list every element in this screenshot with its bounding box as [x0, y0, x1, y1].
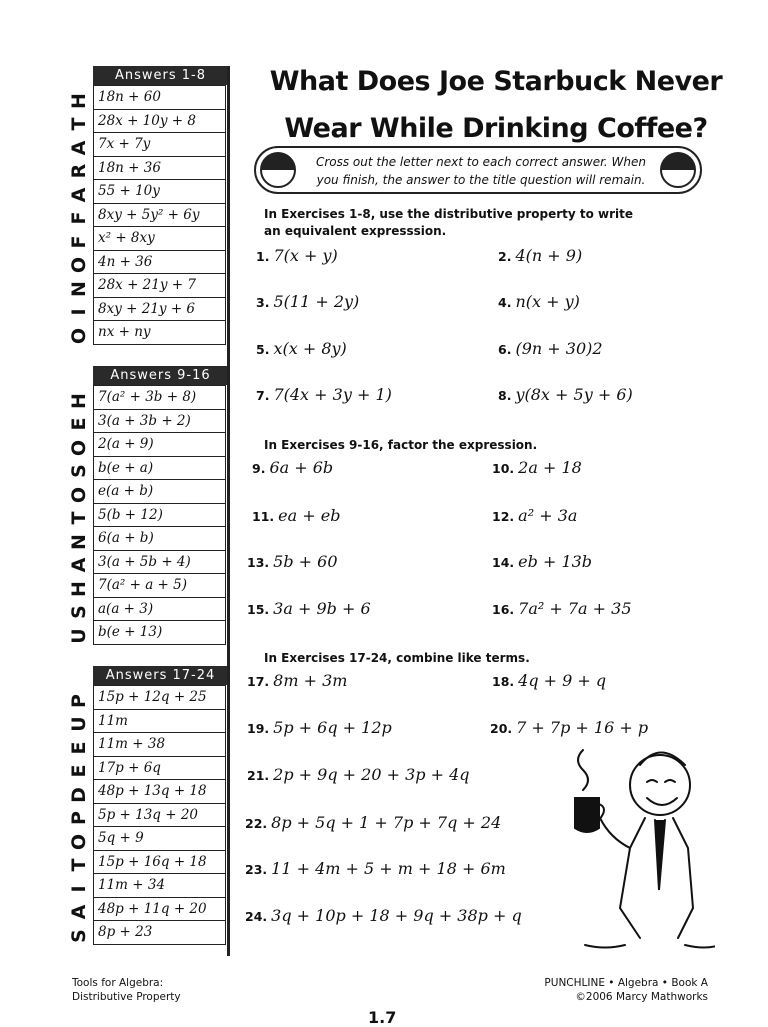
- answer-row: 5p + 13q + 20: [94, 803, 225, 827]
- answer-row: a(a + 3): [94, 597, 225, 621]
- answer-row: b(e + a): [94, 456, 225, 480]
- column-divider: [227, 66, 230, 956]
- answer-letter: I: [68, 885, 90, 893]
- answer-letter: A: [68, 557, 90, 573]
- answer-letter: H: [68, 93, 90, 109]
- answer-letter: D: [68, 787, 90, 803]
- exercise: 16. 7a² + 7a + 35: [492, 599, 632, 618]
- answer-letter: S: [68, 929, 90, 943]
- exercise: 13. 5b + 60: [247, 552, 338, 571]
- answer-rows: [93, 685, 226, 945]
- answer-rows: [93, 85, 226, 345]
- answer-letter: T: [68, 858, 90, 872]
- answer-row: 7x + 7y: [94, 132, 225, 156]
- title-line-1: What Does Joe Starbuck Never: [269, 66, 723, 97]
- exercise: 8. y(8x + 5y + 6): [498, 385, 633, 404]
- answer-row: 28x + 10y + 8: [94, 109, 225, 133]
- exercise: 15. 3a + 9b + 6: [247, 599, 371, 618]
- exercise: 12. a² + 3a: [492, 506, 578, 525]
- exercise: 1. 7(x + y): [256, 246, 338, 265]
- answer-letter: O: [68, 256, 90, 274]
- answer-row: 2(a + 9): [94, 432, 225, 456]
- instruction-box: [254, 146, 702, 194]
- answer-letter: O: [68, 439, 90, 457]
- answer-row: 15p + 16q + 18: [94, 850, 225, 874]
- answer-letter: S: [68, 605, 90, 619]
- answer-letter: R: [68, 163, 90, 179]
- answer-group-header: Answers 17-24: [93, 666, 228, 685]
- exercise: 17. 8m + 3m: [247, 671, 348, 690]
- section-heading: In Exercises 1-8, use the distributive property to write an equivalent expresssion.: [264, 207, 634, 238]
- answer-row: 6(a + b): [94, 526, 225, 550]
- answer-row: 18n + 36: [94, 156, 225, 180]
- answer-row: 7(a² + a + 5): [94, 573, 225, 597]
- answer-letter: N: [68, 534, 90, 550]
- answer-letter: O: [68, 486, 90, 504]
- answer-letter: T: [68, 511, 90, 525]
- footer-left: Tools for Algebra: Distributive Property: [72, 977, 181, 1003]
- exercise: 19. 5p + 6q + 12p: [247, 718, 392, 737]
- answer-group-header: Answers 9-16: [93, 366, 228, 385]
- exercise: 4. n(x + y): [498, 292, 580, 311]
- answer-letter: A: [68, 904, 90, 920]
- answer-row: 5(b + 12): [94, 503, 225, 527]
- answer-letter: O: [68, 833, 90, 851]
- answer-letter: T: [68, 117, 90, 131]
- answer-row: 5q + 9: [94, 826, 225, 850]
- answer-row: 3(a + 5b + 4): [94, 550, 225, 574]
- answer-row: 4n + 36: [94, 250, 225, 274]
- answer-rows: [93, 385, 226, 645]
- answer-row: 7(a² + 3b + 8): [94, 385, 225, 409]
- answer-letter: A: [68, 140, 90, 156]
- answer-row: 17p + 6q: [94, 756, 225, 780]
- page-number: 1.7: [368, 1008, 397, 1027]
- answer-row: 18n + 60: [94, 85, 225, 109]
- answer-letter: I: [68, 308, 90, 316]
- answer-row: 48p + 13q + 18: [94, 779, 225, 803]
- exercise: 2. 4(n + 9): [498, 246, 583, 265]
- answer-letter: F: [68, 235, 90, 249]
- exercise: 6. (9n + 30)2: [498, 339, 603, 358]
- answer-letter: H: [68, 581, 90, 597]
- exercise: 10. 2a + 18: [492, 458, 582, 477]
- answer-letter: S: [68, 464, 90, 478]
- exercise: 5. x(x + 8y): [256, 339, 347, 358]
- coffee-man-illustration: [555, 740, 715, 960]
- answer-letter: A: [68, 187, 90, 203]
- exercise: 20. 7 + 7p + 16 + p: [490, 718, 649, 737]
- answer-letter: P: [68, 811, 90, 825]
- answer-row: b(e + 13): [94, 620, 225, 644]
- answer-row: 11m: [94, 709, 225, 733]
- answer-letter: H: [68, 393, 90, 409]
- instruction-text: Cross out the letter next to each correct answer. When you finish, the answer to the title question will remain.: [315, 155, 647, 187]
- answer-letter: E: [68, 417, 90, 431]
- answer-row: 3(a + 3b + 2): [94, 409, 225, 433]
- answer-row: 55 + 10y: [94, 179, 225, 203]
- exercise: 22. 8p + 5q + 1 + 7p + 7q + 24: [245, 813, 502, 832]
- answer-row: x² + 8xy: [94, 226, 225, 250]
- exercise: 14. eb + 13b: [492, 552, 593, 571]
- footer-right: PUNCHLINE • Algebra • Book A ©2006 Marcy Mathworks: [544, 977, 708, 1003]
- exercise: 23. 11 + 4m + 5 + m + 18 + 6m: [245, 859, 506, 878]
- exercise: 3. 5(11 + 2y): [256, 292, 360, 311]
- answer-row: 11m + 34: [94, 873, 225, 897]
- answer-letter: E: [68, 764, 90, 778]
- answer-group-header: Answers 1-8: [93, 66, 228, 85]
- answer-row: 8xy + 5y² + 6y: [94, 203, 225, 227]
- answer-row: 11m + 38: [94, 732, 225, 756]
- exercise: 21. 2p + 9q + 20 + 3p + 4q: [247, 765, 470, 784]
- answer-letter: O: [68, 327, 90, 345]
- answer-letter: F: [68, 211, 90, 225]
- exercise: 9. 6a + 6b: [252, 458, 334, 477]
- exercise: 24. 3q + 10p + 18 + 9q + 38p + q: [245, 906, 522, 925]
- exercise: 7. 7(4x + 3y + 1): [256, 385, 392, 404]
- answer-letter: U: [68, 716, 90, 732]
- answer-row: 48p + 11q + 20: [94, 897, 225, 921]
- answer-row: 28x + 21y + 7: [94, 273, 225, 297]
- title-line-2: Wear While Drinking Coffee?: [284, 113, 708, 144]
- answer-letter: P: [68, 694, 90, 708]
- answer-row: e(a + b): [94, 479, 225, 503]
- yin-yang-icon: [660, 152, 696, 188]
- section-heading: In Exercises 9-16, factor the expression.: [264, 438, 538, 452]
- page-title: [246, 58, 746, 152]
- answer-row: 8p + 23: [94, 920, 225, 944]
- exercise: 11. ea + eb: [252, 506, 341, 525]
- answer-row: 15p + 12q + 25: [94, 685, 225, 709]
- answer-row: nx + ny: [94, 320, 225, 344]
- answer-letter: E: [68, 741, 90, 755]
- answer-row: 8xy + 21y + 6: [94, 297, 225, 321]
- answer-letter: U: [68, 628, 90, 644]
- yin-yang-icon: [260, 152, 296, 188]
- exercise: 18. 4q + 9 + q: [492, 671, 607, 690]
- section-heading: In Exercises 17-24, combine like terms.: [264, 651, 530, 665]
- answer-letter: N: [68, 281, 90, 297]
